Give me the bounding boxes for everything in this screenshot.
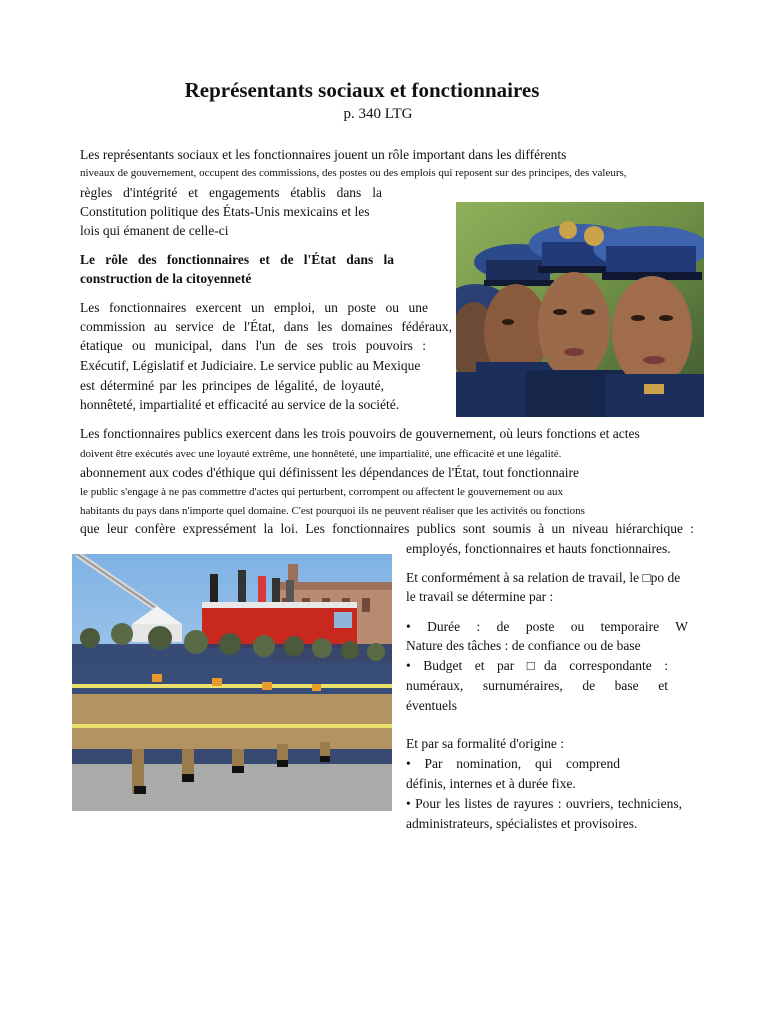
right-col-line-4: • Durée : de poste ou temporaire W — [406, 619, 688, 634]
page-reference: p. 340 LTG — [343, 106, 413, 122]
para2-line-4: Exécutif, Législatif et Judiciaire. Le service public au Mexique — [80, 358, 421, 373]
para3-line-5: habitants du pays dans n'importe quel domaine. C'est pourquoi ils ne peuvent réaliser que les activités ou fonctions — [80, 505, 585, 517]
intro-line-2: niveaux de gouvernement, occupent des commissions, des postes ou des emplois qui reposent sur des principes, des valeurs, — [80, 167, 627, 179]
para2-line-1: Les fonctionnaires exercent un emploi, un poste ou une — [80, 300, 428, 315]
right-col-line-13: administrateurs, spécialistes et provisoires. — [406, 816, 638, 831]
para2-line-5: est déterminé par les principes de légalité, de loyauté, — [80, 378, 384, 393]
police-officers-photo — [456, 202, 704, 417]
para2-line-6: honnêteté, impartialité et efficacité au service de la société. — [80, 397, 400, 412]
firefighters-parade-photo — [72, 554, 392, 811]
para2-line-2: commission au service de l'État, dans les domaines fédéraux, — [80, 319, 452, 334]
para3-line-3: abonnement aux codes d'éthique qui définissent les dépendances de l'État, tout fonctionnaire — [80, 465, 579, 480]
para3-line-1: Les fonctionnaires publics exercent dans les trois pouvoirs de gouvernement, où leurs fonctions et actes — [80, 426, 640, 441]
right-col-line-1: employés, fonctionnaires et hauts fonctionnaires. — [406, 541, 671, 556]
para3-line-4: le public s'engage à ne pas commettre d'actes qui perturbent, corrompent ou affectent le gouvernement ou aux — [80, 486, 563, 498]
right-col-line-8: éventuels — [406, 698, 457, 713]
intro-line-5: lois qui émanent de celle-ci — [80, 223, 229, 238]
right-col-line-5: Nature des tâches : de confiance ou de base — [406, 638, 641, 653]
para3-line-6: que leur confère expressément la loi. Les fonctionnaires publics sont soumis à un niveau hiérarchique : — [80, 521, 694, 536]
right-col-line-11: définis, internes et à durée fixe. — [406, 776, 576, 791]
intro-line-4: Constitution politique des États-Unis mexicains et les — [80, 204, 370, 219]
intro-line-1: Les représentants sociaux et les fonctionnaires jouent un rôle important dans les différents — [80, 147, 567, 162]
section-heading-line-2: construction de la citoyenneté — [80, 271, 252, 286]
para3-line-2: doivent être exécutés avec une loyauté extrême, une honnêteté, une impartialité, une efficacité et une légalité. — [80, 448, 562, 460]
right-col-line-9: Et par sa formalité d'origine : — [406, 736, 565, 751]
right-col-line-2: Et conformément à sa relation de travail, le □po de — [406, 570, 681, 585]
intro-line-3: règles d'intégrité et engagements établis dans la — [80, 185, 382, 200]
page-title: Représentants sociaux et fonctionnaires — [184, 78, 540, 102]
right-col-line-3: le travail se détermine par : — [406, 589, 554, 604]
para2-line-3: étatique ou municipal, dans l'un de ses trois pouvoirs : — [80, 338, 426, 353]
right-col-line-7: numéraux, surnuméraires, de base et — [406, 678, 668, 693]
right-col-line-6: • Budget et par □da correspondante : — [406, 658, 668, 673]
right-col-line-12: • Pour les listes de rayures : ouvriers, techniciens, — [406, 796, 682, 811]
right-col-line-10: • Par nomination, qui comprend — [406, 756, 620, 771]
section-heading-line-1: Le rôle des fonctionnaires et de l'État dans la — [80, 252, 394, 267]
